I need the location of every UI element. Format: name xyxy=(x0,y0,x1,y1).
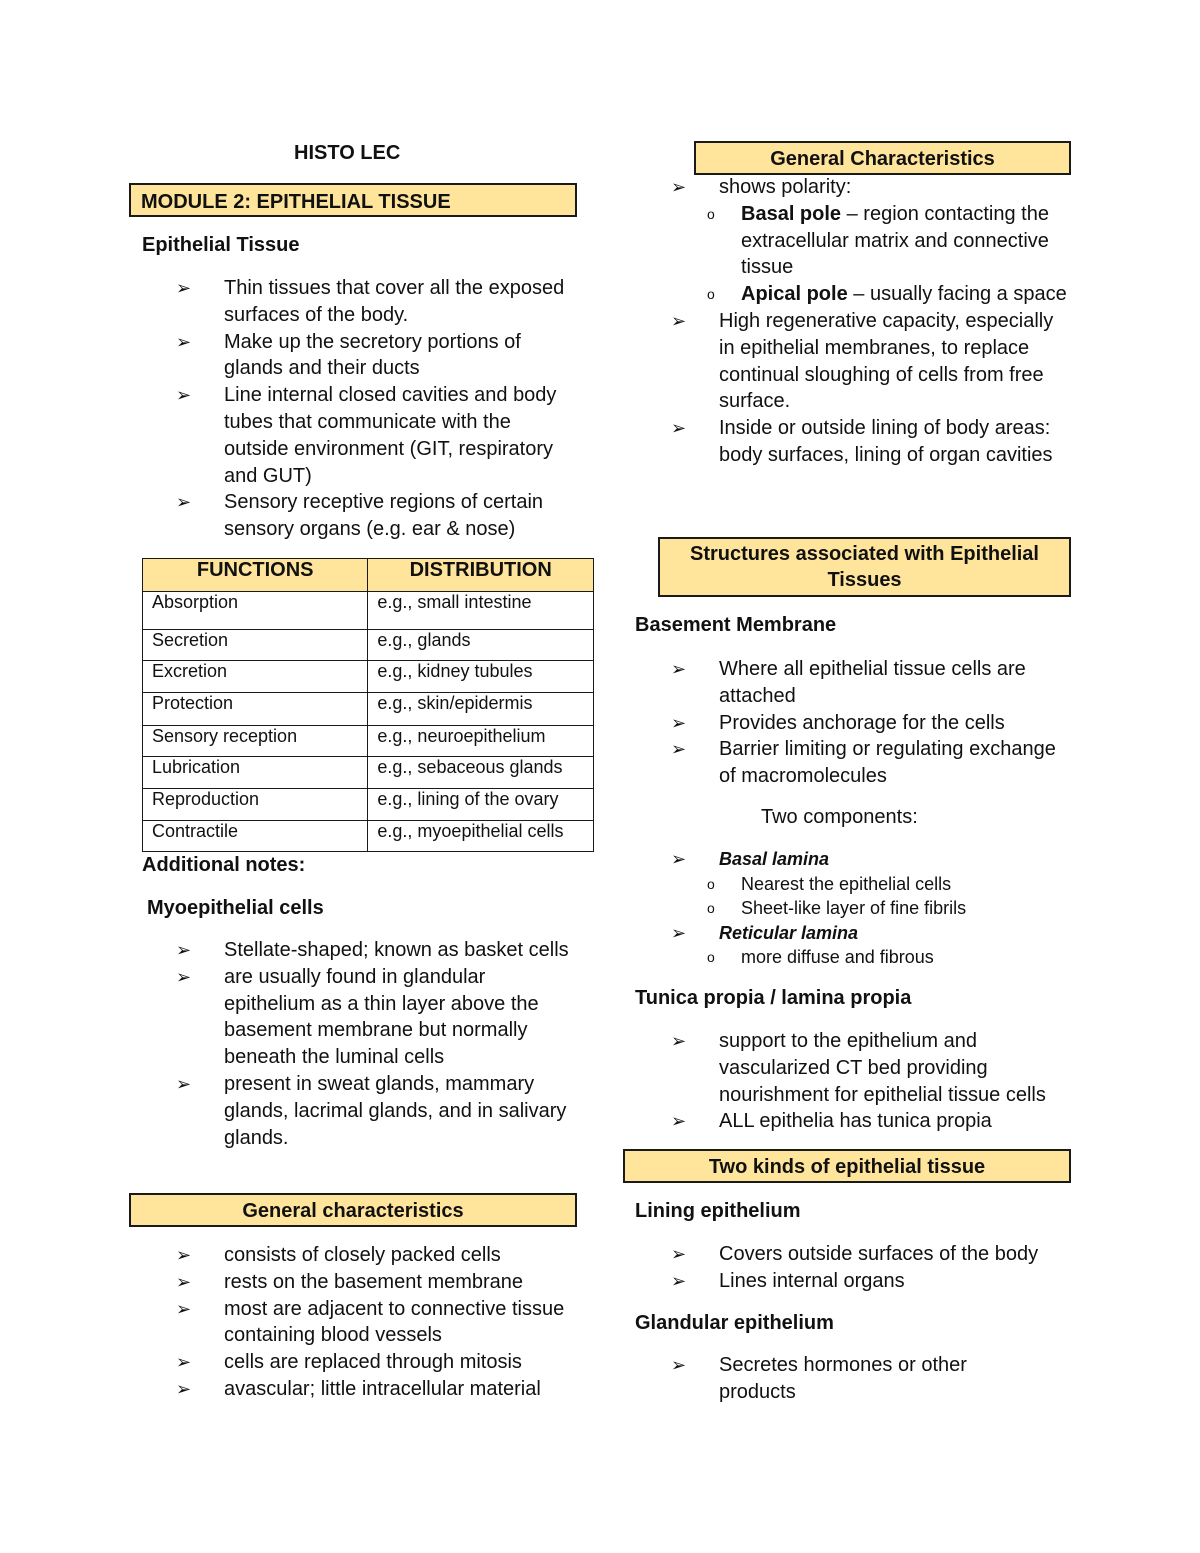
list-item: ➢ Provides anchorage for the cells xyxy=(671,710,1071,737)
myoepithelial-heading: Myoepithelial cells xyxy=(147,897,324,919)
arrow-bullet-icon: ➢ xyxy=(671,659,687,679)
glandular-epithelium-heading: Glandular epithelium xyxy=(635,1312,834,1334)
list-item: ➢ Stellate-shaped; known as basket cells xyxy=(176,937,576,964)
table-row: Excretion e.g., kidney tubules xyxy=(143,661,594,693)
lining-epithelium-heading: Lining epithelium xyxy=(635,1200,801,1222)
table-row: Secretion e.g., glands xyxy=(143,630,594,661)
list-item: o Apical pole – usually facing a space xyxy=(671,281,1071,308)
list-item: ➢ are usually found in glandular epithelium as a thin layer above the basement membrane but normally beneath the luminal cells xyxy=(176,965,539,1069)
list-item: ➢ support to the epithelium and vascularized CT bed providing nourishment for epithelial tissue cells xyxy=(671,1030,1046,1106)
epithelial-list xyxy=(176,275,576,543)
arrow-bullet-icon: ➢ xyxy=(671,1111,687,1132)
list-item: ➢ most are adjacent to connective tissue containing blood vessels xyxy=(176,1297,565,1347)
list-item: ➢ Lines internal organs xyxy=(671,1268,1081,1295)
arrow-bullet-icon: ➢ xyxy=(671,739,687,760)
circle-bullet-icon: o xyxy=(707,286,715,303)
list-item: ➢ Line internal closed cavities and body tubes that communicate with the outside environment (GIT, respiratory and GUT) xyxy=(176,384,557,487)
list-item: ➢ consists of closely packed cells xyxy=(176,1242,586,1269)
myoepithelial-list xyxy=(176,937,576,1151)
reticular-lamina-sublist xyxy=(671,945,1071,970)
basal-lamina-sublist xyxy=(671,872,1071,921)
structures-title: Structures associated with Epithelial Tissues xyxy=(690,543,1039,591)
lining-epithelium-list xyxy=(671,1241,1081,1295)
module-title-box xyxy=(129,183,577,217)
arrow-bullet-icon: ➢ xyxy=(671,177,687,197)
general-characteristics-list xyxy=(176,1242,586,1403)
arrow-bullet-icon: ➢ xyxy=(671,310,687,331)
general-characteristics-title: General characteristics xyxy=(242,1200,464,1222)
glandular-epithelium-list xyxy=(671,1352,1001,1406)
arrow-bullet-icon: ➢ xyxy=(671,849,687,869)
arrow-bullet-icon: ➢ xyxy=(176,1378,192,1399)
arrow-bullet-icon: ➢ xyxy=(176,1073,192,1094)
polarity-sublist xyxy=(671,201,1071,308)
list-item: ➢ Barrier limiting or regulating exchange of macromolecules xyxy=(671,738,1056,788)
list-item: ➢ Reticular lamina o more diffuse and fibrous xyxy=(671,921,1071,970)
arrow-bullet-icon: ➢ xyxy=(671,1355,687,1375)
additional-notes-heading: Additional notes: xyxy=(142,854,306,876)
circle-bullet-icon: o xyxy=(707,875,715,892)
two-kinds-box xyxy=(623,1149,1071,1183)
table-row: Contractile e.g., myoepithelial cells xyxy=(143,821,594,852)
arrow-bullet-icon: ➢ xyxy=(671,1244,687,1264)
list-item: o Basal pole – region contacting the extracellular matrix and connective tissue xyxy=(707,202,1049,279)
arrow-bullet-icon: ➢ xyxy=(176,940,192,960)
table-header-functions: FUNCTIONS xyxy=(143,559,368,592)
arrow-bullet-icon: ➢ xyxy=(671,922,687,943)
module-title: MODULE 2: EPITHELIAL TISSUE xyxy=(141,191,451,213)
arrow-bullet-icon: ➢ xyxy=(176,1245,192,1265)
list-item: ➢ shows polarity: o Basal pole – region contacting the extracellular matrix and connective tissue o Apical pole – usually facing a space xyxy=(671,174,1071,308)
two-kinds-title: Two kinds of epithelial tissue xyxy=(708,1156,986,1178)
list-item: ➢ Inside or outside lining of body areas: body surfaces, lining of organ cavities xyxy=(671,417,1053,466)
table-row: Absorption e.g., small intestine xyxy=(143,592,594,630)
basement-membrane-list xyxy=(671,656,1071,790)
list-item: ➢ Covers outside surfaces of the body xyxy=(671,1241,1081,1268)
arrow-bullet-icon: ➢ xyxy=(176,385,192,406)
arrow-bullet-icon: ➢ xyxy=(176,492,192,513)
arrow-bullet-icon: ➢ xyxy=(176,966,192,987)
structures-box xyxy=(658,537,1071,597)
arrow-bullet-icon: ➢ xyxy=(176,1271,192,1292)
polarity-list xyxy=(671,174,1071,469)
table-row: Lubrication e.g., sebaceous glands xyxy=(143,757,594,789)
arrow-bullet-icon: ➢ xyxy=(176,1298,192,1319)
general-characteristics-title: General Characteristics xyxy=(770,148,995,170)
page-title: HISTO LEC xyxy=(294,142,401,164)
basement-membrane-heading: Basement Membrane xyxy=(635,614,837,636)
list-item: ➢ High regenerative capacity, especially in epithelial membranes, to replace continual sloughing of cells from free surface. xyxy=(671,309,1054,413)
list-item: ➢ Secretes hormones or other products xyxy=(671,1354,967,1403)
table-row: Reproduction e.g., lining of the ovary xyxy=(143,789,594,821)
tunica-propia-heading: Tunica propia / lamina propia xyxy=(635,987,912,1009)
circle-bullet-icon: o xyxy=(707,900,715,916)
arrow-bullet-icon: ➢ xyxy=(671,1031,687,1051)
epithelial-tissue-heading: Epithelial Tissue xyxy=(142,234,300,256)
table-row: Sensory reception e.g., neuroepithelium xyxy=(143,726,594,757)
list-item: ➢ Make up the secretory portions of glands and their ducts xyxy=(176,330,521,380)
list-item: ➢ Basal lamina o Nearest the epithelial cells o Sheet-like layer of fine fibrils xyxy=(671,847,1071,921)
list-item: ➢ rests on the basement membrane xyxy=(176,1269,586,1296)
arrow-bullet-icon: ➢ xyxy=(671,1270,687,1291)
list-item: o Nearest the epithelial cells xyxy=(671,872,1071,897)
list-item: ➢ Sensory receptive regions of certain sensory organs (e.g. ear & nose) xyxy=(176,491,544,541)
lamina-list xyxy=(671,847,1071,970)
table-header-distribution: DISTRIBUTION xyxy=(368,559,594,592)
list-item: ➢ cells are replaced through mitosis xyxy=(176,1349,586,1376)
functions-table xyxy=(142,558,594,852)
list-item: o Sheet-like layer of fine fibrils xyxy=(671,896,1071,921)
arrow-bullet-icon: ➢ xyxy=(671,418,687,439)
table-row: Protection e.g., skin/epidermis xyxy=(143,693,594,726)
general-characteristics-box-left xyxy=(129,1193,577,1227)
general-characteristics-box-right xyxy=(694,141,1071,175)
arrow-bullet-icon: ➢ xyxy=(176,278,192,298)
list-item: ➢ avascular; little intracellular material xyxy=(176,1376,586,1403)
circle-bullet-icon: o xyxy=(707,205,715,222)
arrow-bullet-icon: ➢ xyxy=(671,712,687,733)
list-item: ➢ Thin tissues that cover all the exposed surfaces of the body. xyxy=(176,277,565,326)
list-item: ➢ Where all epithelial tissue cells are attached xyxy=(671,658,1026,707)
list-item: ➢ ALL epithelia has tunica propia xyxy=(671,1108,1081,1135)
circle-bullet-icon: o xyxy=(707,949,715,965)
tunica-propia-list xyxy=(671,1028,1081,1135)
list-item: ➢ present in sweat glands, mammary glands, lacrimal glands, and in salivary glands. xyxy=(176,1072,567,1149)
list-item: o more diffuse and fibrous xyxy=(671,945,1071,970)
arrow-bullet-icon: ➢ xyxy=(176,331,192,352)
arrow-bullet-icon: ➢ xyxy=(176,1352,192,1373)
two-components-label: Two components: xyxy=(761,806,918,828)
